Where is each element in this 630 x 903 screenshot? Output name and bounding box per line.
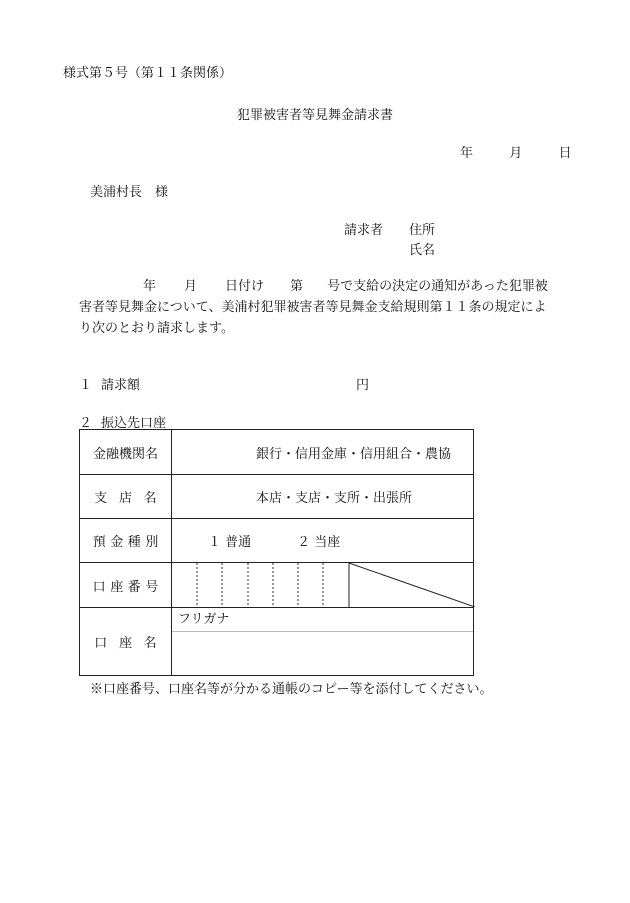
account-number-grid xyxy=(172,563,475,607)
attachment-note: ※口座番号、口座名等が分かる通帳のコピー等を添付してください。 xyxy=(90,682,493,697)
body-text: 号で支給の決定の通知があった犯罪被害者等見舞金について、美浦村犯罪被害者等見舞金支給規則第１１条の規定により次のとおり請求します。 xyxy=(79,279,548,336)
transfer-account-label: 振込先口座 xyxy=(101,416,167,431)
account-number-field[interactable] xyxy=(172,563,474,608)
furigana-label: フリガナ xyxy=(178,612,230,627)
claimant-label: 請求者 xyxy=(344,223,384,238)
branch-label-cell xyxy=(80,475,172,519)
body-day: 日付け xyxy=(225,279,265,294)
name-label: 氏名 xyxy=(409,243,436,258)
account-name-label: 口座名 xyxy=(94,636,169,651)
account-number-label: 口座番号 xyxy=(92,579,163,595)
account-type-field[interactable] xyxy=(172,519,474,563)
date-year: 年 xyxy=(460,146,474,161)
addressee: 美浦村長 様 xyxy=(90,185,169,200)
date-month: 月 xyxy=(509,146,523,161)
account-name-row xyxy=(80,608,474,676)
document-title: 犯罪被害者等見舞金請求書 xyxy=(236,108,393,123)
request-body xyxy=(79,276,551,339)
claim-amount-label: 請求額 xyxy=(101,378,141,393)
body-year: 年 xyxy=(143,279,157,294)
institution-field[interactable] xyxy=(172,430,474,475)
institution-row xyxy=(80,430,474,475)
account-type-current[interactable]: ２ 当座 xyxy=(297,535,341,550)
account-name-input[interactable] xyxy=(172,632,473,674)
form-number: 様式第５号（第１１条関係） xyxy=(63,66,233,81)
account-number-row xyxy=(80,563,474,608)
branch-field[interactable] xyxy=(172,475,474,519)
account-name-field[interactable] xyxy=(172,608,474,676)
branch-options: 本店・支店・支所・出張所 xyxy=(256,491,413,506)
furigana-line[interactable] xyxy=(172,609,473,632)
institution-options: 銀行・信用金庫・信用組合・農協 xyxy=(256,446,452,462)
yen-unit: 円 xyxy=(356,378,370,393)
item1-number: １ xyxy=(79,378,93,393)
date-day: 日 xyxy=(558,146,572,161)
account-number-label-cell xyxy=(80,563,172,608)
account-name-label-cell xyxy=(80,608,172,676)
address-label: 住所 xyxy=(409,223,436,238)
date-line xyxy=(460,142,572,161)
bank-account-table xyxy=(79,429,474,676)
account-type-label: 預金種別 xyxy=(92,535,163,550)
branch-row xyxy=(80,475,474,519)
diagonal-strike xyxy=(349,563,475,607)
institution-label: 金融機関名 xyxy=(80,430,172,475)
account-type-row xyxy=(80,519,474,563)
item2-number: ２ xyxy=(79,416,93,431)
account-type-label-cell xyxy=(80,519,172,563)
account-type-ordinary[interactable]: １ 普通 xyxy=(208,535,252,550)
account-number-digits xyxy=(172,563,473,607)
branch-label: 支店名 xyxy=(94,491,169,506)
body-number-prefix: 第 xyxy=(290,279,304,294)
body-month: 月 xyxy=(184,279,198,294)
